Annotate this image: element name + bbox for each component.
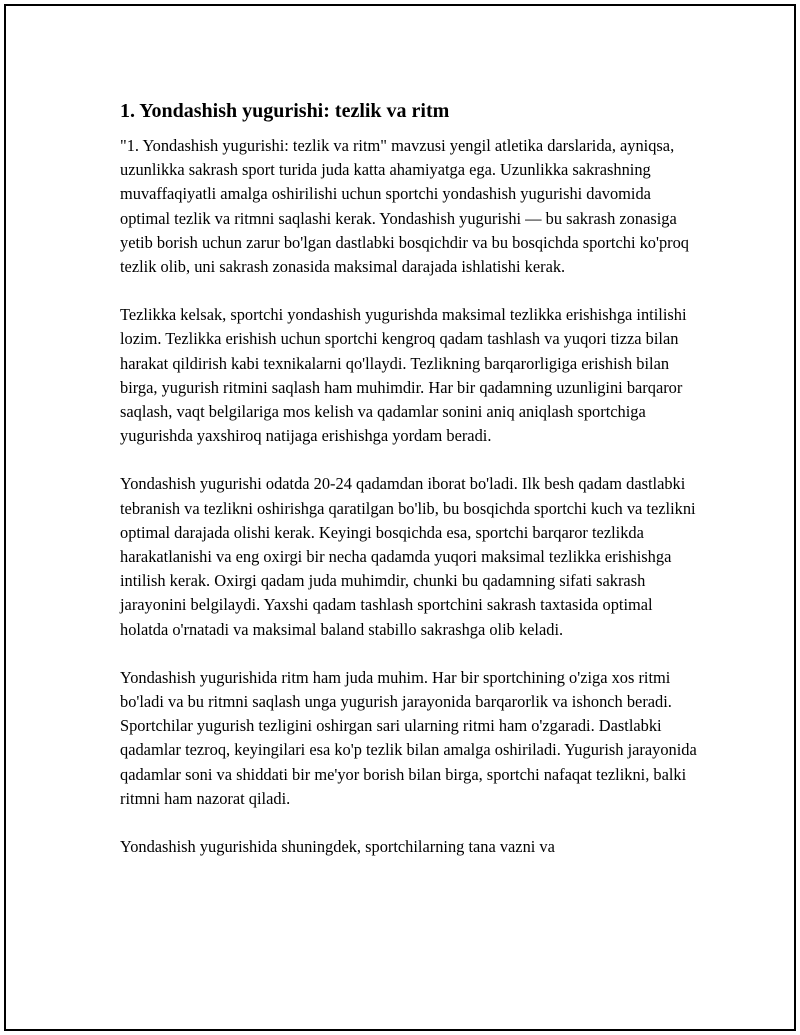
document-page	[4, 4, 796, 1031]
paragraph-1: "1. Yondashish yugurishi: tezlik va ritm" mavzusi yengil atletika darslarida, ayniqsa, uzunlikka sakrash sport turida juda katta ahamiyatga ega. Uzunlikka sakrashning muvaffaqiyatli amalga oshirilishi uchun sportchi yondashish yugurishi davomida optimal tezlik va ritmni saqlashi kerak. Yondashish yugurishi — bu sakrash zonasiga yetib borish uchun zarur bo'lgan dastlabki bosqichdir va bu bosqichda sportchi ko'proq tezlik olib, uni sakrash zonasida maksimal darajada ishlatishi kerak.	[120, 136, 689, 277]
document-heading: 1. Yondashish yugurishi: tezlik va ritm	[120, 100, 450, 122]
paragraph-4: Yondashish yugurishida ritm ham juda muhim. Har bir sportchining o'ziga xos ritmi bo'ladi va bu ritmni saqlash unga yugurish jarayonida barqarorlik va ishonch beradi. Sportchilar yugurish tezligini oshirgan sari ularning ritmi ham o'zgaradi. Dastlabki qadamlar tezroq, keyingilari esa ko'p tezlik bilan amalga oshiriladi. Yugurish jarayonida qadamlar soni va shiddati bir me'yor borish bilan birga, sportchi nafaqat tezlikni, balki ritmni ham nazorat qiladi.	[120, 667, 697, 808]
document-body	[120, 98, 700, 883]
paragraph-2: Tezlikka kelsak, sportchi yondashish yugurishda maksimal tezlikka erishishga intilishi lozim. Tezlikka erishish uchun sportchi kengroq qadam tashlash va yuqori tizza bilan harakat qildirish kabi texnikalarni qo'llaydi. Tezlikning barqarorligiga erishish bilan birga, yugurish ritmini saqlash ham muhimdir. Har bir qadamning uzunligini barqaror saqlash, vaqt belgilariga mos kelish va qadamlar sonini aniq aniqlash sportchiga yugurishda yaxshiroq natijaga erishishga yordam beradi.	[120, 305, 687, 446]
paragraph-3: Yondashish yugurishi odatda 20-24 qadamdan iborat bo'ladi. Ilk besh qadam dastlabki tebranish va tezlikni oshirishga qaratilgan bo'lib, bu bosqichda sportchi kuch va tezlikni optimal darajada olishi kerak. Keyingi bosqichda esa, sportchi barqaror tezlikda harakatlanishi va eng oxirgi bir necha qadamda yuqori maksimal tezlikka erishishga intilish kerak. Oxirgi qadam juda muhimdir, chunki bu qadamning sifati sakrash jarayonini belgilaydi. Yaxshi qadam tashlash sportchini sakrash taxtasida optimal holatda o'rnatadi va maksimal baland stabillo sakrashga olib keladi.	[120, 474, 696, 639]
paragraph-5: Yondashish yugurishida shuningdek, sportchilarning tana vazni va	[120, 837, 555, 857]
